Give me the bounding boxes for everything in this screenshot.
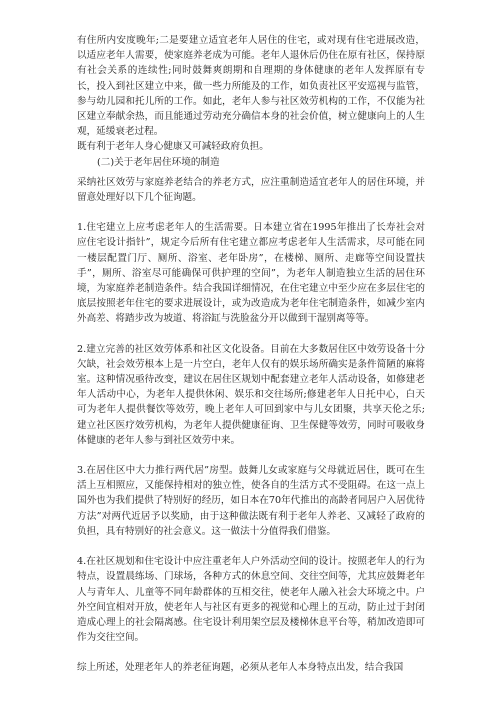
- spacer: [77, 539, 425, 554]
- spacer: [77, 448, 425, 463]
- spacer: [77, 205, 425, 220]
- spacer: [77, 327, 425, 342]
- list-item: 2.建立完善的社区效劳体系和社区文化设备。目前在大多数居住区中效劳设备十分欠缺，社会效劳根本上是一片空白，老年人仅有的娱乐场所确实是条件简陋的麻将室。这种情况亟待改变，建议在居住区规划中配套建立老年人活动设备，如修建老年人活动中心，为老年人提供休闲、娱乐和交往场所;修建老年人日托中心，白天可为老年人提供餐饮等效劳，晚上老年人可回到家中与儿女团聚，共享天伦之乐;建立社区医疗效劳机构，为老年人提供健康征询、卫生保健等效劳，同时可吸收身体健康的老年人参与到社区效劳中来。: [77, 343, 425, 446]
- intro-paragraph: 采纳社区效劳与家庭养老结合的养老方式，应注重制造适宜老年人的居住环境，并留意处理好以下几个征询题。: [77, 176, 425, 204]
- document-page: [77, 33, 425, 676]
- body-paragraph: 既有利于老年人身心健康又可减轻政府负担。: [77, 141, 269, 153]
- body-paragraph: 有住所内安度晚年;二是要建立适宜老年人居住的住宅，或对现有住宅进展改造，以适应老年人需要，使家庭养老成为可能。老年人退休后仍住在原有社区，保持原有社会关系的连续性;同时鼓舞爽朗期和自理期的身体健康的老年人发挥原有专长，投入到社区建立中来，做一些力所能及的工作，如负责社区平安巡视与监管，参与幼儿园和托儿所的工作。如此，老年人参与社区效劳机构的工作，不仅能为社区建立奉献余热，而且能通过劳动充分确信本身的社会价值，树立健康向上的人生观，延缓衰老过程。: [77, 35, 425, 138]
- list-item: 4.在社区规划和住宅设计中应注重老年人户外活动空间的设计。按照老年人的行为特点，设置晨练场、门球场，各种方式的休息空间、交往空间等，尤其应鼓舞老年人与青年人、儿童等不同年龄群体的互相交往，使老年人融入社会大环境之中。户外空间宜相对开放，使老年人与社区有更多的视觉和心理上的互动，防止过于封闭造成心理上的社会隔离感。住宅设计利用架空层及楼梯休息平台等，稍加改造即可作为交往空间。: [77, 556, 425, 644]
- spacer: [77, 645, 425, 660]
- section-heading: (二)关于老年居住环境的制造: [97, 156, 220, 168]
- closing-paragraph: 综上所述，处理老年人的养老征询题，必须从老年人本身特点出发，结合我国: [77, 662, 404, 674]
- list-item: 3.在居住区中大力推行两代居”房型。鼓舞儿女或家庭与父母就近居住，既可在生活上互相照应，又能保持相对的独立性，使各自的生活方式不受阻碍。在这一点上国外也为我们提供了特别好的经历，如日本在70年代推出的高龄者同居户入居优待方法”对两代近居予以奖励，由于这种做法既有利于老年人养老、又减轻了政府的负担，具有特别好的社会意义。这一做法十分值得我们借鉴。: [77, 465, 425, 537]
- list-item: 1.住宅建立上应考虑老年人的生活需要。日本建立省在1995年推出了长寿社会对应住宅设计指针”，规定今后所有住宅建立都应考虑老年人生活需求，尽可能在同一楼层配置门厅、厕所、浴室、老年卧房”，在楼梯、厕所、走廊等空间设置扶手”，厕所、浴室尽可能确保可供护理的空间”，为老年人制造独立生活的居住环境，为家庭养老制造条件。结合我国详细情况，在住宅建立中至少应在多层住宅的底层按照老年住宅的要求进展设计，或为改造成为老年住宅制造条件，如减少室内外高差、将踏步改为坡道、将浴缸与洗脸盆分开以做到干湿别离等等。: [77, 222, 425, 325]
